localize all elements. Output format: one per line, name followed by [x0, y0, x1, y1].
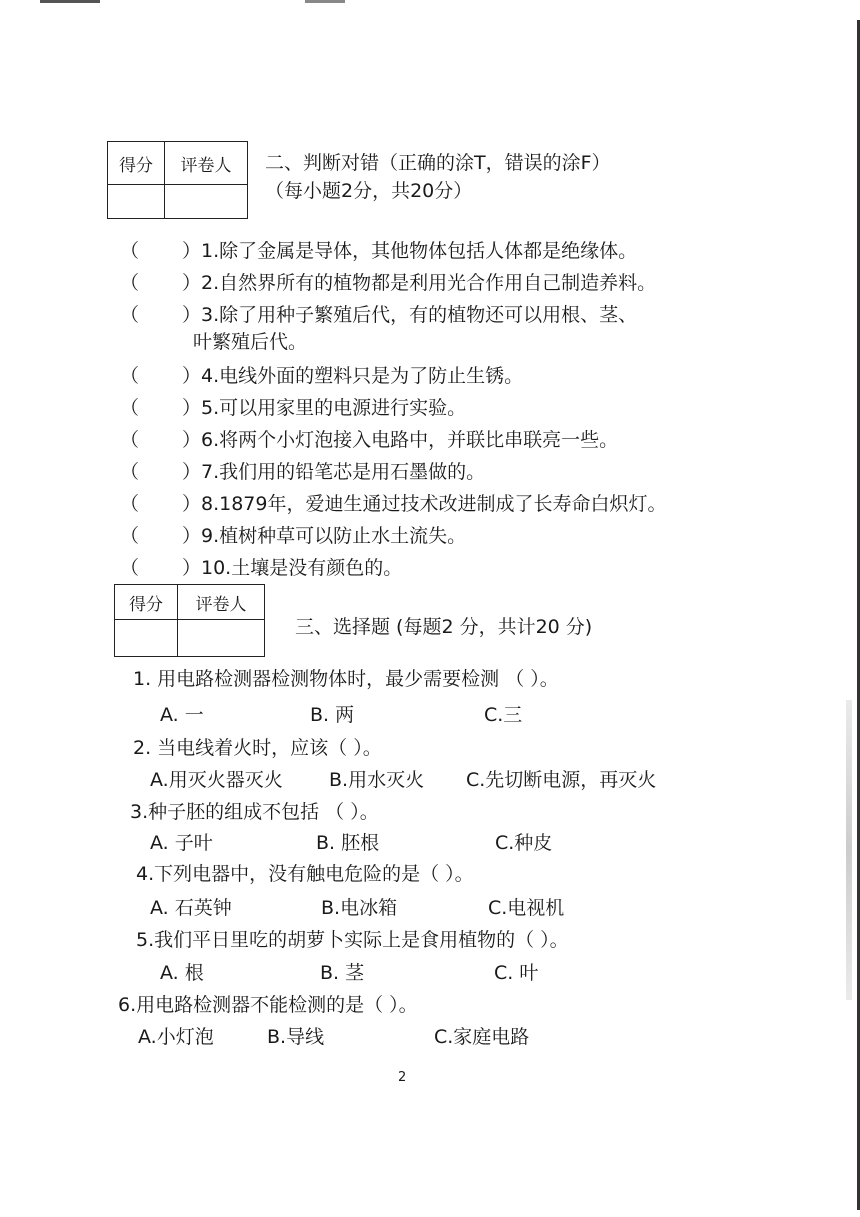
mc-option-b: B. 胚根: [316, 832, 380, 854]
grader-cell: [178, 620, 265, 657]
mc-option-b: B.用水灭火: [329, 769, 425, 791]
tf-item: （ ）9.植树种草可以防止水土流失。: [120, 525, 467, 547]
mc-question: 6.用电路检测器不能检测的是（ ）。: [118, 994, 418, 1016]
tf-item: （ ）2.自然界所有的植物都是利用光合作用自己制造养料。: [120, 272, 657, 294]
mc-option-c: C.家庭电路: [434, 1026, 530, 1048]
score-label: 得分: [108, 142, 165, 185]
mc-option-a: A.小灯泡: [138, 1026, 214, 1048]
tf-item: （ ）8.1879年，爱迪生通过技术改进制成了长寿命白炽灯。: [120, 493, 667, 515]
mc-option-a: A.用灭火器灭火: [150, 769, 283, 791]
tf-item-continuation: 叶繁殖后代。: [193, 331, 308, 353]
scan-mark: [40, 0, 100, 3]
mc-option-b: B. 两: [310, 704, 355, 726]
section2-subtitle: （每小题2分，共20分）: [265, 180, 473, 202]
grader-label: 评卷人: [165, 142, 248, 185]
scan-edge-shadow: [846, 700, 852, 1000]
mc-option-a: A. 根: [160, 962, 204, 984]
mc-option-c: C. 叶: [494, 962, 539, 984]
page-number: 2: [398, 1070, 407, 1085]
mc-option-a: A. 子叶: [150, 832, 213, 854]
tf-item: （ ）4.电线外面的塑料只是为了防止生锈。: [120, 365, 524, 387]
score-table: [107, 141, 248, 219]
mc-option-b: B.导线: [267, 1026, 325, 1048]
grader-label: 评卷人: [178, 585, 265, 620]
mc-option-c: C.先切断电源，再灭火: [466, 769, 657, 791]
mc-question: 5.我们平日里吃的胡萝卜实际上是食用植物的（ ）。: [136, 929, 569, 951]
grader-cell: [165, 185, 248, 219]
tf-item: （ ）7.我们用的铅笔芯是用石墨做的。: [120, 461, 486, 483]
tf-item: （ ）6.将两个小灯泡接入电路中，并联比串联亮一些。: [120, 429, 619, 451]
mc-option-c: C.种皮: [495, 832, 553, 854]
mc-option-b: B.电冰箱: [321, 897, 398, 919]
score-cell: [108, 185, 165, 219]
score-table: [114, 584, 265, 657]
mc-option-a: A. 石英钟: [150, 897, 232, 919]
score-cell: [115, 620, 178, 657]
mc-option-c: C.电视机: [488, 897, 565, 919]
mc-question: 3.种子胚的组成不包括 （ ）。: [130, 801, 379, 823]
mc-option-a: A. 一: [160, 704, 204, 726]
tf-item: （ ）5.可以用家里的电源进行实验。: [120, 397, 467, 419]
section2-title: 二、判断对错（正确的涂T，错误的涂F）: [265, 152, 611, 174]
mc-question: 2. 当电线着火时，应该（ ）。: [133, 737, 382, 759]
tf-item: （ ）10.土壤是没有颜色的。: [120, 557, 403, 579]
mc-option-b: B. 茎: [320, 962, 365, 984]
mc-option-c: C.三: [484, 704, 523, 726]
score-label: 得分: [115, 585, 178, 620]
mc-question: 4.下列电器中，没有触电危险的是（ ）。: [136, 863, 474, 885]
section3-title: 三、选择题 (每题2 分，共计20 分): [295, 616, 593, 638]
mc-question: 1. 用电路检测器检测物体时，最少需要检测 （ ）。: [133, 668, 559, 690]
tf-item: （ ）3.除了用种子繁殖后代，有的植物还可以用根、茎、: [120, 304, 638, 326]
scan-mark: [305, 0, 345, 3]
tf-item: （ ）1.除了金属是导体，其他物体包括人体都是绝缘体。: [120, 240, 638, 262]
